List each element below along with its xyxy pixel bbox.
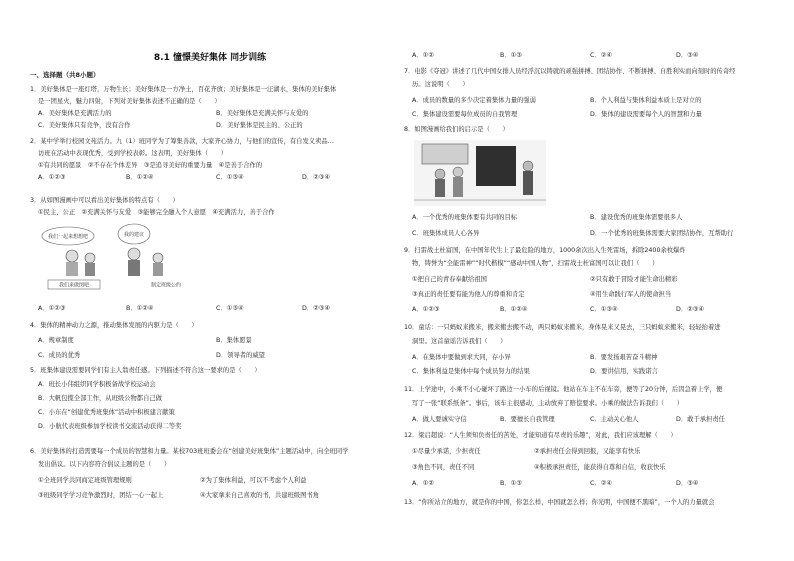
q9-option-a[interactable]: A．①②③ bbox=[412, 306, 440, 313]
q12-option-a[interactable]: A．①② bbox=[412, 480, 434, 487]
q6-statement-4: ④大家拿来自己喜欢的书，共建班级图书角 bbox=[200, 492, 319, 499]
q8-option-b[interactable]: B．建设优秀的班集体需要很多人 bbox=[590, 214, 683, 221]
q12-stem-line1: 12．梁启超说：“人生须知负责任的苦处，才能知道有尽责的乐趣”，对此，我们应该理解（ ） bbox=[404, 432, 677, 439]
q10-stem-line2: 洞里。这首童谣告诉我们（ ） bbox=[412, 338, 507, 345]
q9-statement-3: ③真正的责任要有能为他人的尊重和肯定 bbox=[412, 291, 525, 298]
q7-option-b[interactable]: B．个人利益与集体利益本质上是对立的 bbox=[590, 97, 702, 104]
q6-option-b[interactable]: B．①③ bbox=[500, 52, 522, 59]
q7-option-d[interactable]: D．集体的建设需要每个人的智慧和力量 bbox=[590, 111, 702, 118]
q12-statement-4: ④积极承担责任，能获得自尊和自信，收获快乐 bbox=[534, 464, 666, 471]
q8-option-c[interactable]: C．班集体成员人心各异 bbox=[412, 230, 480, 237]
q3-bubble-text-1: 我们一起来想想吧 bbox=[47, 234, 89, 240]
q2-option-b[interactable]: B．①②④ bbox=[126, 174, 154, 181]
q6-statement-3: ③班级同学学习竞争激烈时，团结一心一起上 bbox=[38, 492, 164, 499]
q3-cartoon bbox=[38, 222, 208, 300]
q9-statement-1: ①把自己的青春奉献给祖国 bbox=[412, 276, 487, 283]
q2-stem-line1: 2．某中学举行校园文苑活力。九（1）班同学为了筹集善款，大家齐心协力，与他们的宣传，有自发义卖品… bbox=[30, 138, 334, 145]
q1-option-b[interactable]: B．美好集体是充满关怀与友爱的 bbox=[216, 110, 309, 117]
q4-stem-line1: 4．集体的精神动力之源，推动集体发展的内驱力是（ ） bbox=[30, 322, 198, 329]
q5-option-d[interactable]: D．小航代表班级参加学校读书交流活动获得二等奖 bbox=[38, 423, 182, 430]
q12-statement-3: ③角色不同，责任不同 bbox=[412, 464, 475, 471]
q11-option-b[interactable]: B．要擅长自我管理 bbox=[500, 416, 555, 423]
q2-option-a[interactable]: A．①②③ bbox=[38, 174, 66, 181]
q4-option-b[interactable]: B．集体愿景 bbox=[216, 337, 252, 344]
q1-option-d[interactable]: D．美好集体是民主的、公正的 bbox=[216, 122, 303, 129]
q11-stem-line1: 11．上学途中，小乘不小心碰坏了路边一小车的后视镜。他站在车主不在车旁，便等了20分钟，后因急着上学，便 bbox=[404, 386, 723, 393]
q6-stem-line2: 发出倡议。以下内容符合倡议主题的是（ ） bbox=[38, 461, 171, 468]
q4-option-c[interactable]: C．成员的优秀 bbox=[38, 352, 81, 359]
q3-option-d[interactable]: D．②③④ bbox=[302, 305, 331, 312]
q9-statement-2: ②只有敢于冒险才能生命出精彩 bbox=[590, 276, 678, 283]
q12-statement-1: ①尽量少承诺，少担责任 bbox=[412, 448, 481, 455]
q11-option-a[interactable]: A．做人要诚实守信 bbox=[412, 416, 467, 423]
q3-bubble-text-2: 我的建议 bbox=[123, 232, 145, 238]
q1-option-c[interactable]: C．美好集体只有竞争，没有合作 bbox=[38, 122, 131, 129]
q9-option-b[interactable]: B．①②④ bbox=[500, 306, 528, 313]
q3-caption-2: 制定班级公约 bbox=[150, 282, 182, 289]
q1-option-a[interactable]: A．美好集体是充满活力的 bbox=[38, 110, 112, 117]
q5-option-a[interactable]: A．班长小伟组织同学积极备战学校运动会 bbox=[38, 381, 156, 388]
q9-stem-line2: 物，铸誉为“全能雷神”“时代楷模”“感动中国人物”，扫雷战士杜富国可以让我们（ ） bbox=[412, 260, 659, 267]
q9-option-c[interactable]: C．①③④ bbox=[590, 306, 618, 313]
q2-stem-line2: 访班在活动中表现优秀，受到学校表彰。这表明，美好集体（ ） bbox=[38, 150, 227, 157]
q3-stem-line2: ①民主、公正 ②充满关怀与友爱 ③能够完全融入个人意愿 ④充满活力，善于合作 bbox=[38, 209, 275, 216]
q7-option-c[interactable]: C．集体建设需要每位成员的自我管理 bbox=[412, 111, 518, 118]
q6-stem-line1: 6．美好集体的打造需要每一个成员的智慧和力量。某校703班班委会在“创建美好班集体”主题活动中，向全班同学 bbox=[30, 448, 349, 455]
q12-option-b[interactable]: B．①③ bbox=[500, 480, 522, 487]
q10-option-d[interactable]: D．要讲信用，实践诺言 bbox=[590, 368, 658, 375]
q3-option-b[interactable]: B．①②④ bbox=[126, 305, 154, 312]
q8-option-d[interactable]: D．一个优秀的班集体需要大家团结协作，互帮助行 bbox=[590, 230, 734, 237]
q11-option-c[interactable]: C．主动关心他人 bbox=[590, 416, 639, 423]
q2-option-d[interactable]: D．②③④ bbox=[302, 174, 331, 181]
q10-option-b[interactable]: B．要发扬艰苦奋斗精神 bbox=[590, 354, 658, 361]
section-heading: 一、选择题（共8小题） bbox=[30, 71, 100, 79]
page-title: 8.1 憧憬美好集体 同步训练 bbox=[153, 53, 267, 63]
q3-stem-line1: 3．从如图漫画中可以看出美好集体的特点有（ ） bbox=[30, 197, 179, 204]
q6-option-d[interactable]: D．③④ bbox=[676, 52, 699, 59]
q6-option-c[interactable]: C．②④ bbox=[590, 52, 612, 59]
q3-option-c[interactable]: C．①③④ bbox=[216, 305, 244, 312]
q5-option-c[interactable]: C．小东在“创建优秀班集体”活动中积极建言献策 bbox=[38, 409, 175, 416]
q3-option-a[interactable]: A．①②③ bbox=[38, 305, 66, 312]
q5-option-b[interactable]: B．大帆包揽全部工作，从班级公物都自己做 bbox=[38, 395, 162, 402]
q10-option-a[interactable]: A．在集体中要做到求大同，存小异 bbox=[412, 354, 511, 361]
q10-stem-line1: 10．童话：一只蚂蚁来搬米，搬来搬去搬不动，两只蚂蚁来搬米，身体晃来又晃去，三只蚂蚁来搬米，轻轻抬着进 bbox=[404, 324, 721, 331]
q3-caption-1: 我们来做图吧 bbox=[58, 282, 90, 289]
q8-illustration bbox=[414, 140, 546, 206]
q6-statement-2: ②为了集体利益，可以不考虑个人利益 bbox=[200, 477, 307, 484]
q2-option-c[interactable]: C．①③④ bbox=[216, 174, 244, 181]
q2-stem-line3: ①有共同的愿景 ②不存在个体差异 ③是追寻美好的重要力量 ④是善于合作的 bbox=[38, 162, 263, 169]
q1-stem-line1: 1．美好集体是一座灯塔，万物生长；美好集体是一方净土，百花齐放；美好集体是一汪湖水，集体的美好集体 bbox=[30, 86, 337, 93]
q4-option-a[interactable]: A．规章制度 bbox=[38, 337, 74, 344]
q8-option-a[interactable]: A．一个优秀的班集体要有共同的目标 bbox=[412, 214, 518, 221]
q1-stem-line2: 是一团星火，魅力四射，下列对美好集体表述不正确的是（ ） bbox=[38, 98, 221, 105]
q4-option-d[interactable]: D．领导者的威望 bbox=[216, 352, 265, 359]
q11-option-d[interactable]: D．敢于承担责任 bbox=[676, 416, 725, 423]
q6-statement-1: ①全班同学共同商定班级管理规则 bbox=[38, 477, 132, 484]
q11-stem-line2: 写了一张“联系纸条”。事后，该车主很感动，主动放弃了赔偿要求。小乘的做法告诉我们（ ） bbox=[412, 400, 683, 407]
q8-stem-line1: 8．如图漫画给我们的启示是（ ） bbox=[404, 126, 509, 133]
q9-option-d[interactable]: D．②③④ bbox=[676, 306, 705, 313]
q12-statement-2: ②承担责任会得到回报，又能享有快乐 bbox=[534, 448, 641, 455]
q6-option-a[interactable]: A．①② bbox=[412, 52, 434, 59]
q12-option-c[interactable]: C．②④ bbox=[590, 480, 612, 487]
q12-option-d[interactable]: D．③④ bbox=[676, 480, 699, 487]
q13-stem-line1: 13．“你所站立的地方，就是你的中国，你怎么样，中国就怎么样；你光明，中国便不黑暗”，一个人的力量就会 bbox=[404, 499, 715, 506]
q10-option-c[interactable]: C．集体利益是集体中每个成员努力的结果 bbox=[412, 368, 530, 375]
q7-option-a[interactable]: A．成员的数量的多少决定着集体力量的强弱 bbox=[412, 97, 536, 104]
q5-stem-line1: 5．班集体建设需要同学们有主人翁责任感。下列描述不符合这一要求的是（ ） bbox=[30, 367, 261, 374]
q7-stem-line1: 7．电影《夺冠》讲述了几代中国女排人员经浮沉以铸就的顽强拼搏、团结协作、不断拼搏、自胜利实而向刻时的传奇经 bbox=[404, 68, 736, 75]
q9-stem-line1: 9．扫雷战士杜富国，在中国年代生上了最危险的地方，1000余次出入生死雷场，拆除2400余枚爆炸 bbox=[404, 247, 686, 254]
q9-statement-4: ④用生命践行军人的使命担当 bbox=[590, 291, 672, 298]
q7-stem-line2: 历。这说明（ ） bbox=[412, 81, 469, 88]
